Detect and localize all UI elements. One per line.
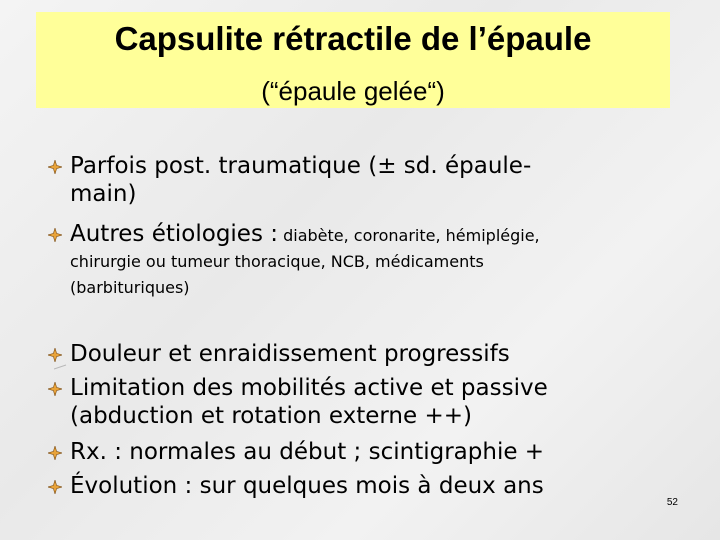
bullet-list — [48, 152, 668, 500]
bullet-item — [48, 438, 668, 466]
bullet-text: Rx. : normales au début ; scintigraphie + — [70, 439, 545, 465]
four-point-star-bullet-icon — [48, 160, 62, 174]
slide-number: 52 — [666, 497, 678, 508]
slide-title: Capsulite rétractile de l’épaule — [114, 20, 592, 57]
four-point-star-bullet-icon — [48, 228, 62, 242]
slide-subtitle: (“épaule gelée“) — [261, 76, 445, 106]
bullet-text: Évolution : sur quelques mois à deux ans — [70, 473, 544, 499]
bullet-text: Autres étiologies : — [70, 221, 278, 247]
bullet-item — [48, 220, 668, 326]
four-point-star-bullet-icon — [48, 480, 62, 494]
title-box — [36, 12, 670, 108]
four-point-star-bullet-icon — [48, 382, 62, 396]
bullet-text: Limitation des mobilités active et passive (abduction et rotation externe ++) — [70, 375, 548, 429]
faint-arrow-mark-icon — [54, 363, 68, 371]
bullet-content — [70, 220, 668, 301]
bullet-detail-text: diabète, coronarite, hémiplégie, chirurgie ou tumeur thoracique, NCB, médicaments (barbituriques) — [70, 226, 540, 297]
four-point-star-bullet-icon — [48, 446, 62, 460]
bullet-text: Parfois post. traumatique (± sd. épaule- main) — [70, 153, 532, 207]
bullet-item — [48, 374, 668, 430]
bullet-text: Douleur et enraidissement progressifs — [70, 341, 510, 367]
bullet-item — [48, 472, 668, 500]
bullet-item — [48, 340, 668, 368]
bullet-item — [48, 152, 668, 208]
four-point-star-bullet-icon — [48, 348, 62, 362]
